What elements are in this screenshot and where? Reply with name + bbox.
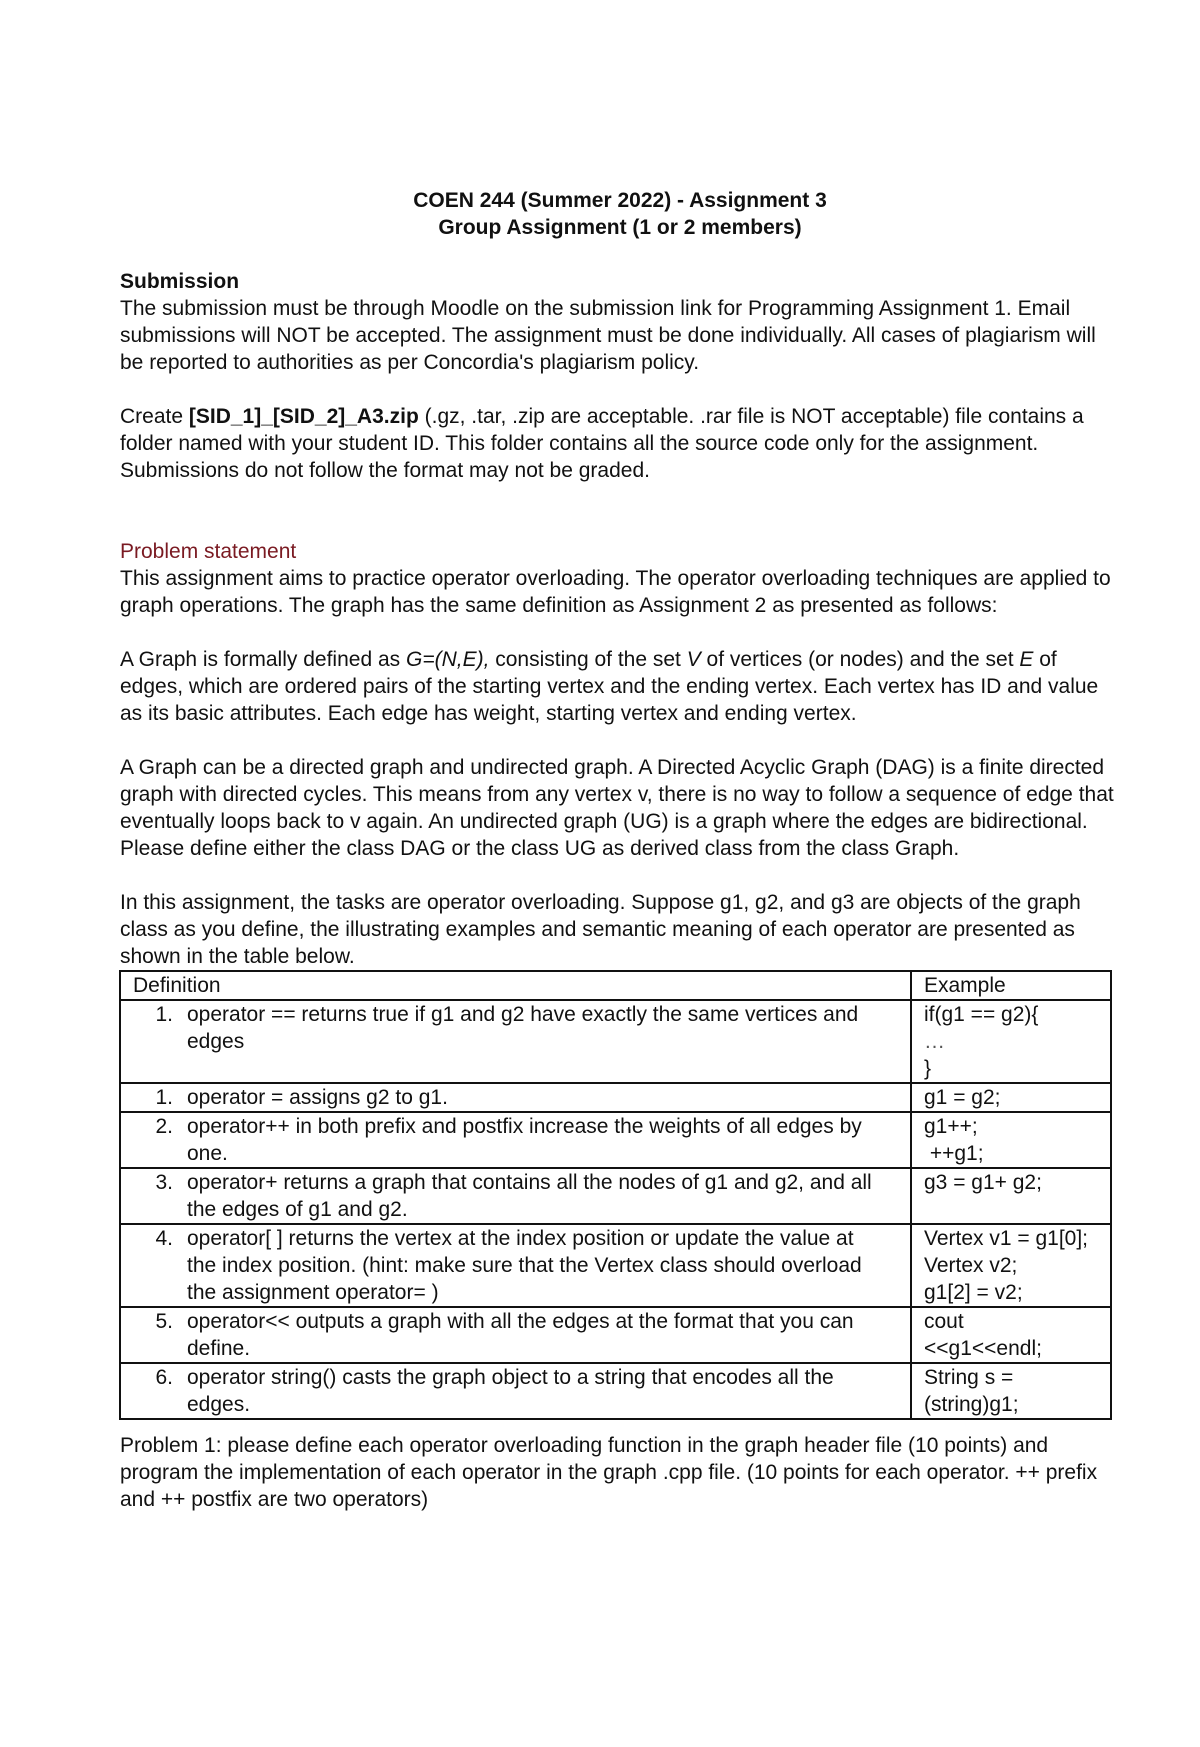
example-cell (911, 1307, 1111, 1363)
definition-text: operator[ ] returns the vertex at the index position or update the value at the index position. (hint: make sure that the Vertex class should overload the assignment operator= ) (187, 1227, 862, 1304)
definition-cell (120, 1168, 911, 1224)
example-line: g3 = g1+ g2; (924, 1171, 1042, 1194)
problem1-paragraph: Problem 1: please define each operator overloading function in the graph header file (10 points) and program the implementation of each operator in the graph .cpp file. (10 points for each operator. ++ prefix and ++ postfix are two operators) (120, 1434, 1098, 1511)
definition-text: operator++ in both prefix and postfix increase the weights of all edges by one. (187, 1115, 862, 1165)
example-line: g1[2] = v2; (924, 1281, 1023, 1304)
item-number: 5. (155, 1310, 173, 1333)
example-cell (911, 1112, 1111, 1168)
header-definition: Definition (120, 971, 911, 1000)
example-line: Vertex v2; (924, 1254, 1018, 1277)
graph-types-paragraph: A Graph can be a directed graph and undirected graph. A Directed Acyclic Graph (DAG) is a finite directed graph with directed cycles. This means from any vertex v, there is no way to follow a sequence of edge that eventually loops back to v again. An undirected graph (UG) is a graph where the edges are bidirectional. Please define either the class DAG or the class UG as derived class from the class Graph. (120, 756, 1114, 860)
graph-def-text-4: of edges, which are ordered pairs of the starting vertex and the ending vertex. Each vertex has ID and value as its basic attributes. Each edge has weight, starting vertex and ending vertex. (120, 648, 1099, 725)
example-cell (911, 1083, 1111, 1112)
document-subtitle: Group Assignment (1 or 2 members) (438, 216, 802, 239)
table-row (120, 1083, 1111, 1112)
definition-text: operator == returns true if g1 and g2 have exactly the same vertices and edges (187, 1003, 859, 1053)
graph-def-e: E (1019, 648, 1034, 671)
item-number: 4. (155, 1227, 173, 1250)
table-row (120, 1168, 1111, 1224)
operator-table (119, 970, 1112, 1420)
example-line: (string)g1; (924, 1393, 1019, 1416)
table-row (120, 1112, 1111, 1168)
definition-cell (120, 1363, 911, 1419)
graph-def-v: V (686, 648, 701, 671)
example-line: <<g1<<endl; (924, 1337, 1042, 1360)
example-line: } (924, 1057, 932, 1080)
table-row (120, 1307, 1111, 1363)
example-cell (911, 1224, 1111, 1307)
example-line: cout (924, 1310, 964, 1333)
item-number: 2. (155, 1115, 173, 1138)
create-filename: [SID_1]_[SID_2]_A3.zip (188, 405, 419, 428)
graph-def-text-1: A Graph is formally defined as (120, 648, 406, 671)
graph-definition (120, 646, 1120, 727)
create-paragraph (120, 403, 1120, 484)
definition-text: operator+ returns a graph that contains all the nodes of g1 and g2, and all the edges of g1 and g2. (187, 1171, 872, 1221)
definition-cell (120, 1307, 911, 1363)
create-rest: (.gz, .tar, .zip are acceptable. .rar file is NOT acceptable) file contains a folder named with your student ID. This folder contains all the source code only for the assignment. Submissions do not follow the format may not be graded. (120, 405, 1084, 482)
item-number: 6. (155, 1366, 173, 1389)
example-line: g1 = g2; (924, 1086, 1001, 1109)
example-cell (911, 1363, 1111, 1419)
example-line: … (924, 1030, 945, 1053)
example-line: g1++; (924, 1115, 978, 1138)
definition-cell (120, 1224, 911, 1307)
definition-text: operator = assigns g2 to g1. (187, 1086, 448, 1109)
graph-def-g: G=(N,E), (405, 648, 490, 671)
table-header-row (120, 971, 1111, 1000)
example-line: if(g1 == g2){ (924, 1003, 1039, 1026)
document-content (120, 187, 1120, 1513)
document-title: COEN 244 (Summer 2022) - Assignment 3 (413, 189, 827, 212)
header-example: Example (911, 971, 1111, 1000)
example-line: String s = (924, 1366, 1014, 1389)
table-row (120, 1000, 1111, 1083)
graph-def-text-2: consisting of the set (489, 648, 687, 671)
example-line: Vertex v1 = g1[0]; (924, 1227, 1089, 1250)
example-cell (911, 1000, 1111, 1083)
problem-heading: Problem statement (120, 540, 297, 563)
problem-intro: This assignment aims to practice operator overloading. The operator overloading techniques are applied to graph operations. The graph has the same definition as Assignment 2 as presented as follows: (120, 567, 1111, 617)
table-row (120, 1224, 1111, 1307)
definition-cell (120, 1112, 911, 1168)
tasks-intro: In this assignment, the tasks are operator overloading. Suppose g1, g2, and g3 are objects of the graph class as you define, the illustrating examples and semantic meaning of each operator are presented as shown in the table below. (120, 891, 1081, 968)
table-row (120, 1363, 1111, 1419)
table-body (120, 1000, 1111, 1419)
item-number: 3. (155, 1171, 173, 1194)
definition-cell (120, 1083, 911, 1112)
example-line: ++g1; (924, 1142, 984, 1165)
example-cell (911, 1168, 1111, 1224)
definition-cell (120, 1000, 911, 1083)
item-number: 1. (155, 1003, 173, 1026)
definition-text: operator string() casts the graph object to a string that encodes all the edges. (187, 1366, 834, 1416)
definition-text: operator<< outputs a graph with all the edges at the format that you can define. (187, 1310, 854, 1360)
create-prefix: Create (120, 405, 189, 428)
item-number: 1. (155, 1086, 173, 1109)
submission-paragraph: The submission must be through Moodle on the submission link for Programming Assignment 1. Email submissions will NOT be accepted. The assignment must be done individually. All cases of plagiarism will be reported to authorities as per Concordia's plagiarism policy. (120, 297, 1096, 374)
submission-heading: Submission (120, 270, 240, 293)
graph-def-text-3: of vertices (or nodes) and the set (700, 648, 1020, 671)
